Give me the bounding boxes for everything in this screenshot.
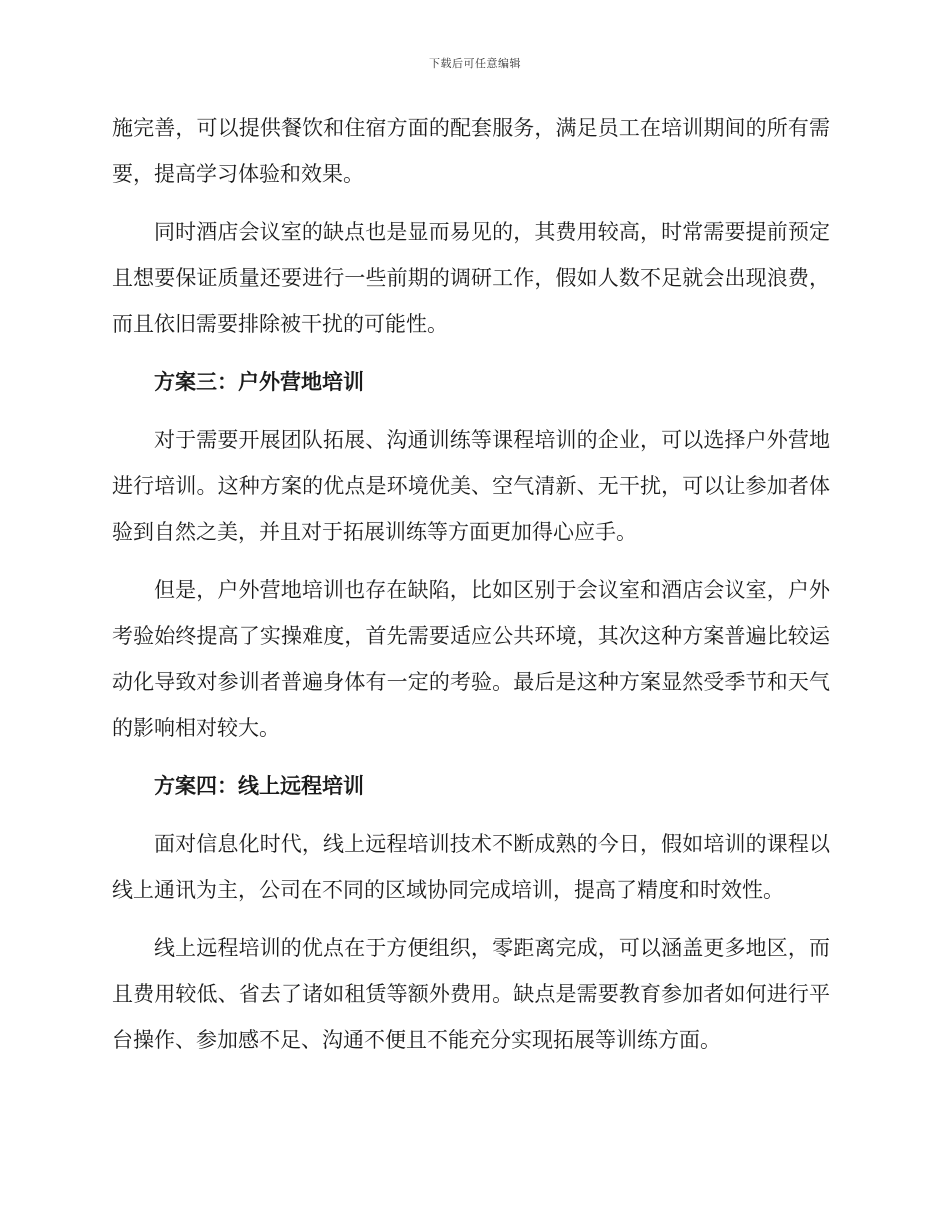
paragraph-hotel-advantages-continued: 施完善，可以提供餐饮和住宿方面的配套服务，满足员工在培训期间的所有需要，提高学习体验和效果。 [112, 116, 830, 186]
paragraph-hotel-disadvantages: 同时酒店会议室的缺点也是显而易见的，其费用较高，时常需要提前预定且想要保证质量还要进行一些前期的调研工作，假如人数不足就会出现浪费，而且依旧需要排除被干扰的可能性。 [112, 220, 830, 336]
heading-plan-three: 方案三：户外营地培训 [154, 370, 364, 394]
heading-plan-four: 方案四：线上远程培训 [154, 774, 364, 798]
page-header: 下载后可任意编辑 [429, 57, 521, 70]
document-body [112, 105, 830, 1075]
paragraph-outdoor-disadvantages: 但是，户外营地培训也存在缺陷，比如区别于会议室和酒店会议室，户外考验始终提高了实操难度，首先需要适应公共环境，其次这种方案普遍比较运动化导致对参训者普遍身体有一定的考验。最后是这种方案显然受季节和天气的影响相对较大。 [112, 578, 830, 740]
paragraph-online-pros-cons: 线上远程培训的优点在于方便组织，零距离完成，可以涵盖更多地区，而且费用较低、省去了诸如租赁等额外费用。缺点是需要教育参加者如何进行平台操作、参加感不足、沟通不便且不能充分实现拓展等训练方面。 [112, 936, 830, 1052]
paragraph-outdoor-advantages: 对于需要开展团队拓展、沟通训练等课程培训的企业，可以选择户外营地进行培训。这种方案的优点是环境优美、空气清新、无干扰，可以让参加者体验到自然之美，并且对于拓展训练等方面更加得心应手。 [112, 428, 830, 544]
paragraph-online-intro: 面对信息化时代，线上远程培训技术不断成熟的今日，假如培训的课程以线上通讯为主，公司在不同的区域协同完成培训，提高了精度和时效性。 [112, 832, 830, 902]
